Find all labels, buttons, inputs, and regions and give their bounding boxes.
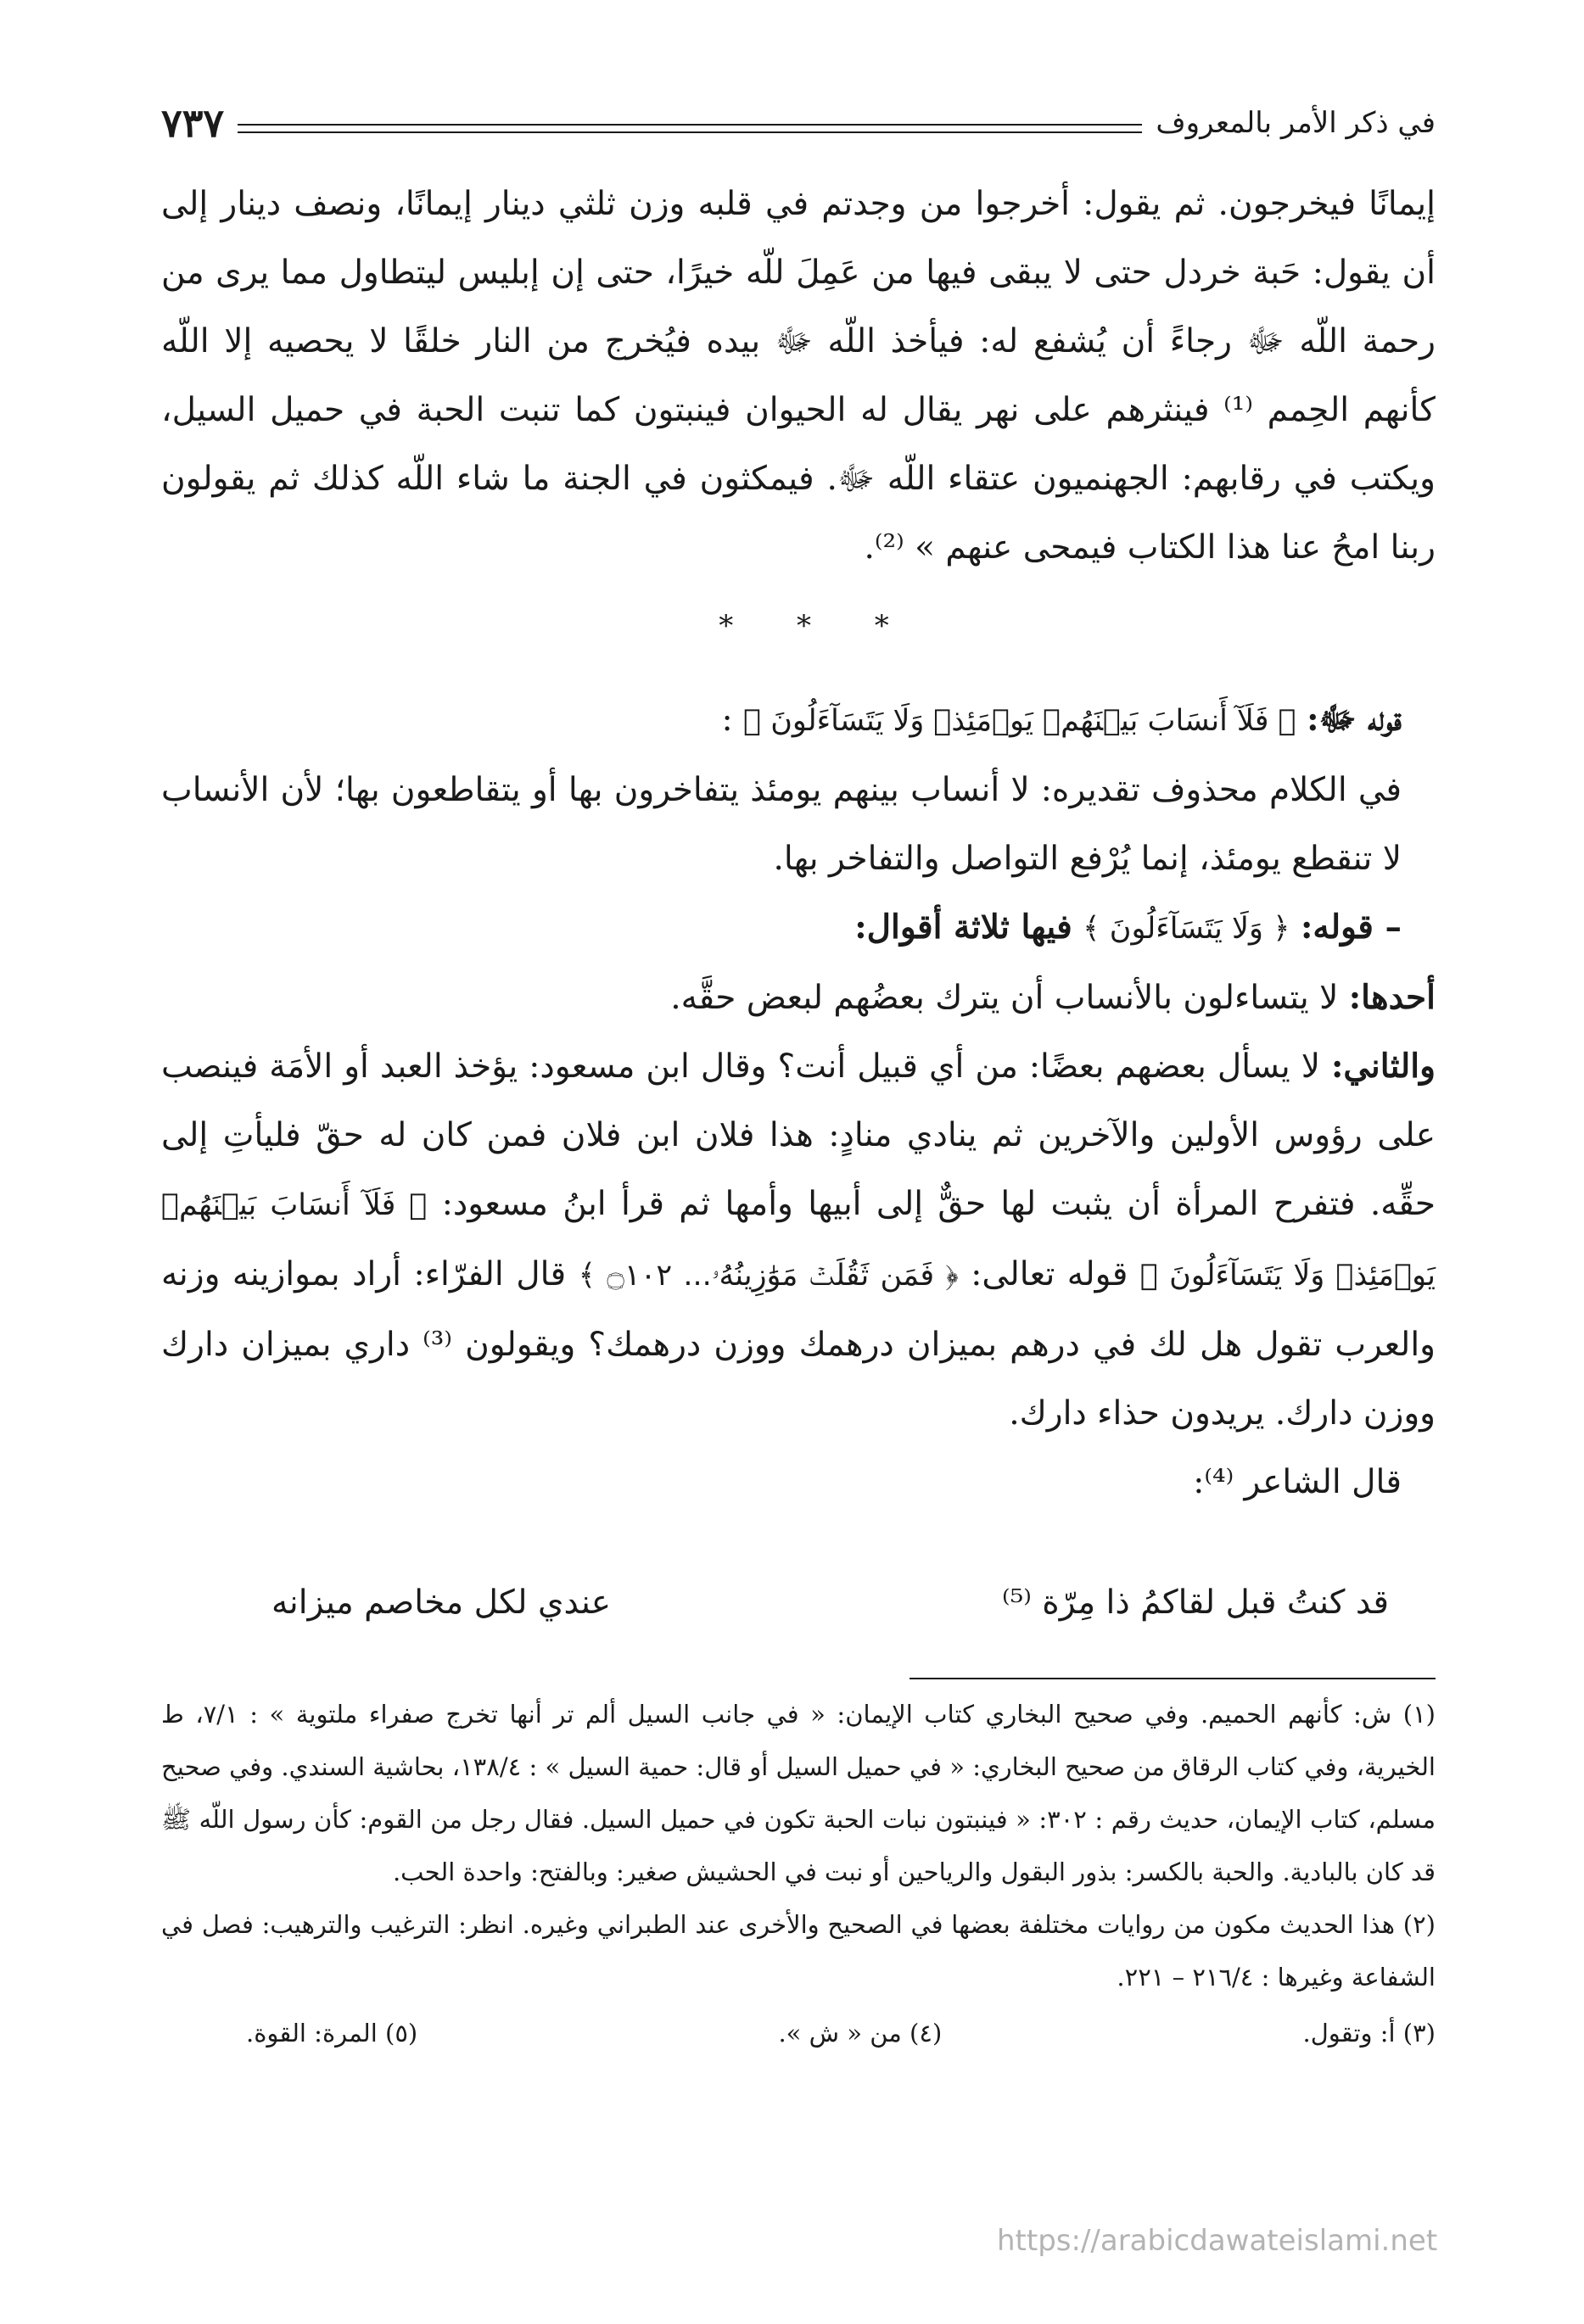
poet-intro: قال الشاعر ⁽⁴⁾: <box>1193 1463 1402 1501</box>
second-opinion-text-c: قال الفرّاء: أراد بموازينه وزنه والعرب تقول هل لك في درهم بميزان درهمك ووزن درهمك؟ ويقولون ⁽³⁾ داري بميزان دارك ووزن دارك. يريدون حذاء دارك. <box>161 1255 1436 1433</box>
footnote-3: (٣) أ: وتقول. <box>1302 2019 1436 2047</box>
main-text-commentary <box>161 685 1436 1517</box>
first-opinion <box>161 964 1436 1032</box>
quran-verse: ﴿ فَلَآ أَنسَابَ بَيۡنَهُمۡ يَوۡمَئِذٖ وَلَا يَتَسَآءَلُونَ ﴾ <box>743 704 1296 738</box>
footnote-4: (٤) من « ش ». <box>778 2019 943 2047</box>
poetry-verse <box>271 1573 1389 1633</box>
qawluhu-2-label: – قوله: <box>1300 908 1402 947</box>
footnote-divider <box>910 1678 1436 1679</box>
header-double-rule <box>238 124 1142 133</box>
running-title: في ذكر الأمر بالمعروف <box>1156 106 1436 140</box>
page-number: ٧٣٧ <box>161 100 225 146</box>
first-opinion-text: لا يتساءلون بالأنساب أن يترك بعضُهم لبعض حقَّه. <box>670 979 1339 1017</box>
section-separator: * * * <box>719 609 916 643</box>
poetry-hemistich-2: عندي لكل مخاصم ميزانه <box>271 1584 611 1622</box>
commentary-paragraph: في الكلام محذوف تقديره: لا أنساب بينهم يومئذ يتفاخرون بها أو يتقاطعون بها؛ لأن الأنساب لا تنقطع يومئذ، إنما يُرْفع التواصل والتفاخر بها. <box>161 771 1402 878</box>
poetry-hemistich-1: قد كنتُ قبل لقاكمُ ذا مِرّة ⁽⁵⁾ <box>1002 1584 1389 1622</box>
three-opinions-label: فيها ثلاثة أقوال: <box>854 908 1072 947</box>
verse-colon: : <box>721 701 733 739</box>
quran-verse-3: ﴿ فَلَآ أَنسَابَ بَيۡنَهُمۡ يَوۡمَئِذٖ وَلَا يَتَسَآءَلُونَ ﴾ <box>161 1188 1436 1293</box>
qawluhu-label: قوله ﷻ: <box>1307 700 1402 739</box>
first-opinion-label: أحدها: <box>1348 978 1436 1017</box>
footnote-1: (١) ش: كأنهم الحميم. وفي صحيح البخاري كتاب الإيمان: « في جانب السيل ألم تر أنها تخرج صفراء ملتوية » : ٧/١، ط الخيرية، وفي كتاب الرقاق من صحيح البخاري: « في حميل السيل أو قال: حمية السيل » : ١٣٨/٤، بحاشية السندي. وفي صحيح مسلم، كتاب الإيمان، حديث رقم : ٣٠٢: « فينبتون نبات الحبة تكون في حميل السيل. فقال رجل من القوم: كأن رسول اللّه ﷺ قد كان بالبادية. والحبة بالكسر: بذور البقول والرياحين أو نبت في الحشيش صغير: وبالفتح: واحدة الحب. <box>161 1700 1436 1886</box>
second-opinion <box>161 1032 1436 1448</box>
hadith-paragraph: إيمانًا فيخرجون. ثم يقول: أخرجوا من وجدتم في قلبه وزن ثلثي دينار إيمانًا، ونصف دينار إلى أن يقول: حَبة خردل حتى لا يبقى فيها من عَمِلَ للّه خيرًا، حتى إن إبليس ليتطاول مما يرى من رحمة اللّه ﷻ رجاءً أن يُشفع له: فيأخذ اللّه ﷻ بيده فيُخرج من النار خلقًا لا يحصيه إلا اللّه كأنهم الحِمم ⁽¹⁾ فينثرهم على نهر يقال له الحيوان فينبتون كما تنبت الحبة في حميل السيل، ويكتب في رقابهم: الجهنميون عتقاء اللّه ﷻ. فيمكثون في الجنة ما شاء اللّه كذلك ثم يقولون ربنا امحُ عنا هذا الكتاب فيمحى عنهم » ⁽²⁾. <box>161 185 1436 567</box>
footnote-5: (٥) المرة: القوة. <box>246 2019 418 2047</box>
verse-heading-line <box>161 685 1436 756</box>
main-text-top <box>161 170 1436 582</box>
quran-verse-2: ﴿ وَلَا يَتَسَآءَلُونَ ﴾ <box>1083 912 1290 946</box>
footnotes-short-row <box>161 2007 1436 2059</box>
running-header <box>161 93 1436 153</box>
second-opinion-text-a: لا يسأل بعضهم بعضًا: من أي قبيل أنت؟ وقال ابن مسعود: يؤخذ العبد أو الأمَة فينصب على رؤوس الأولين والآخرين ثم ينادي منادٍ: هذا فلان ابن فلان فمن كان له حقّ فليأتِ إلى حقِّه. فتفرح المرأة أن يثبت لها حقٌّ إلى أبيها وأمها ثم قرأ ابنُ مسعود: <box>161 1047 1436 1223</box>
footnotes <box>161 1688 1436 2059</box>
footnote-2: (٢) هذا الحديث مكون من روايات مختلفة بعضها في الصحيح والأخرى عند الطبراني وغيره. انظر: الترغيب والترهيب: فصل في الشفاعة وغيرها : ٢١٦/٤ – ٢٢١. <box>161 1910 1436 1992</box>
quran-verse-4: ﴿ فَمَن ثَقُلَتۡ مَوَٰزِينُهُۥ... ۝١٠٢ ﴾ <box>578 1259 959 1293</box>
second-opinion-label: والثاني: <box>1331 1047 1436 1086</box>
second-opinion-text-b: قوله تعالى: <box>971 1255 1128 1293</box>
three-opinions-heading <box>161 893 1436 964</box>
source-watermark: https://arabicdawateislami.net <box>997 2224 1438 2258</box>
